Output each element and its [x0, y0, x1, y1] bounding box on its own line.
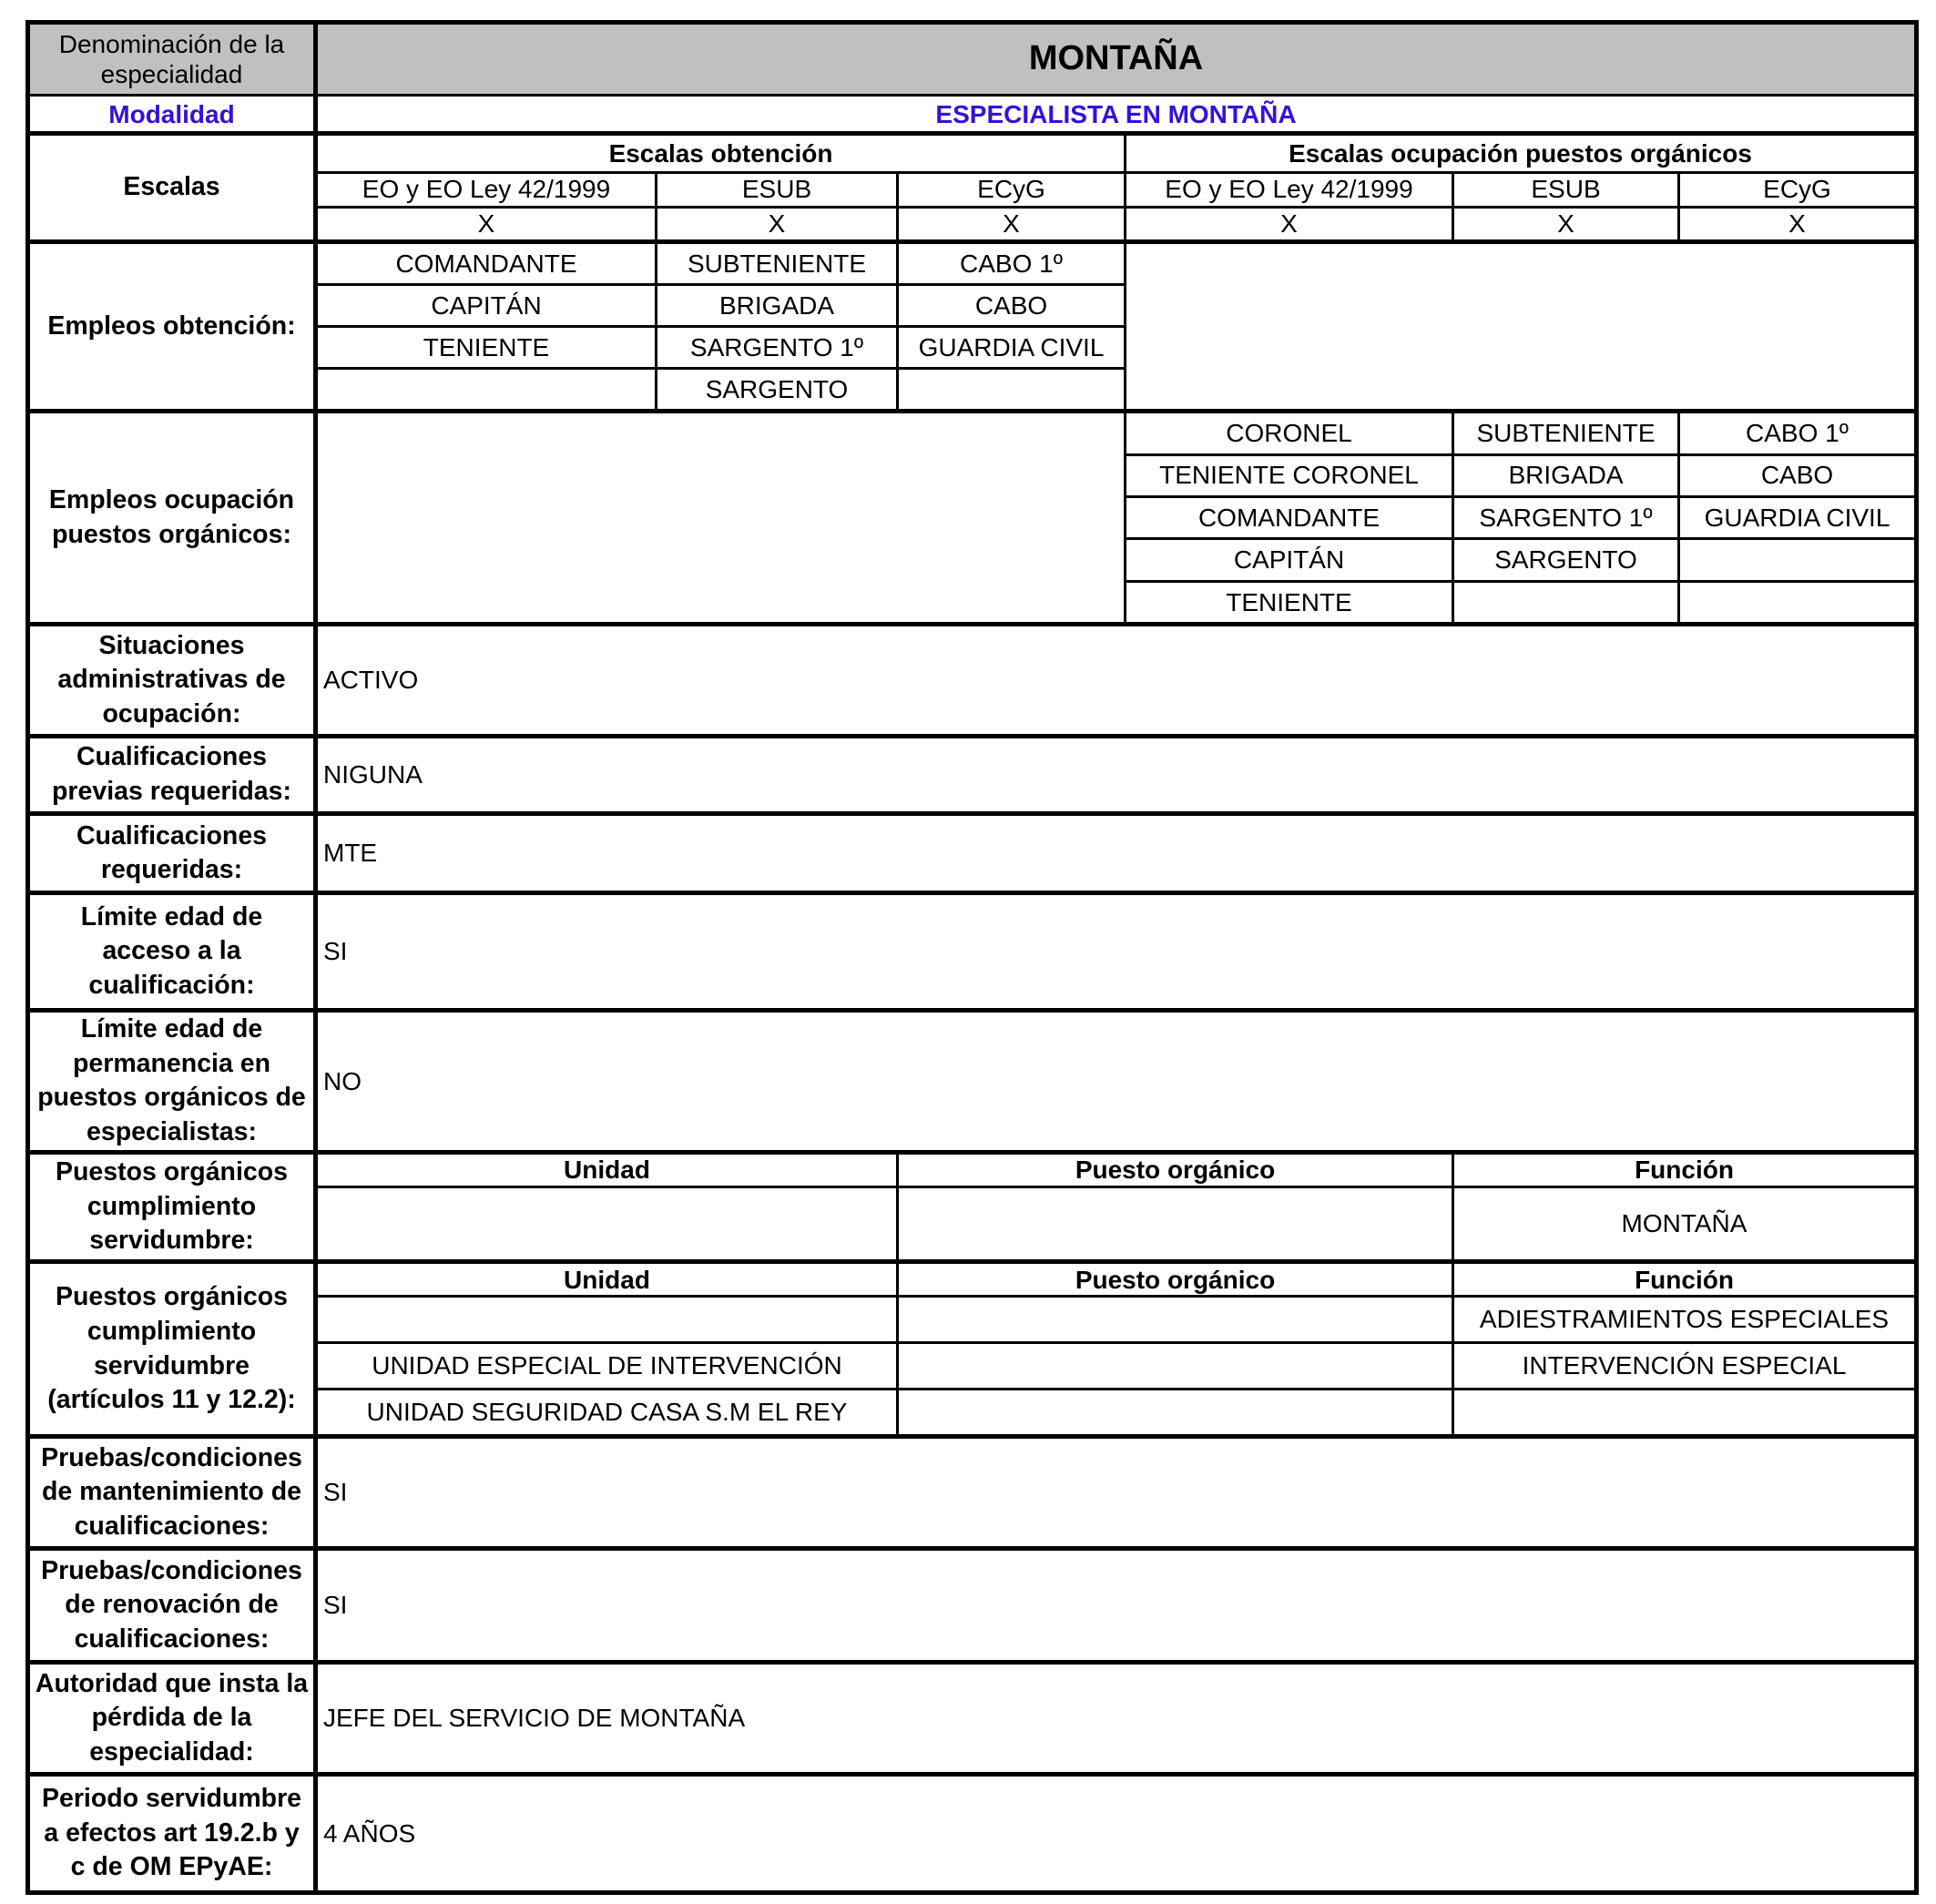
empleo-obtencion-cell: TENIENTE [316, 327, 657, 369]
limite-acceso-label: Límite edad de acceso a la cualificación: [28, 893, 316, 1010]
escala-mark: X [898, 207, 1126, 241]
unidad-header: Unidad [316, 1262, 898, 1297]
empleo-ocupacion-cell: TENIENTE [1126, 582, 1453, 625]
empleo-ocupacion-cell: SARGENTO [1453, 538, 1679, 581]
servidumbre-funcion-cell: MONTAÑA [1453, 1186, 1917, 1261]
empleo-obtencion-cell: CABO 1º [898, 241, 1126, 284]
empleo-ocupacion-cell: BRIGADA [1453, 454, 1679, 496]
cualif-requeridas-label: Cualificaciones requeridas: [28, 814, 316, 893]
empleos-obtencion-label: Empleos obtención: [28, 241, 316, 412]
empleo-obtencion-cell [898, 369, 1126, 412]
empleos-ocupacion-label: Empleos ocupación puestos orgánicos: [28, 412, 316, 625]
servidumbre-puesto-cell [898, 1186, 1453, 1261]
especialidad-title: MONTAÑA [316, 23, 1917, 96]
unidad-header: Unidad [316, 1152, 898, 1186]
limite-acceso-value: SI [316, 893, 1917, 1010]
articulos-puesto-cell [898, 1297, 1453, 1342]
empleo-obtencion-cell: CAPITÁN [316, 284, 657, 326]
puestos-servidumbre-label: Puestos orgánicos cumplimiento servidumbre: [28, 1152, 316, 1261]
empleo-obtencion-cell: COMANDANTE [316, 241, 657, 284]
modalidad-value: ESPECIALISTA EN MONTAÑA [316, 96, 1917, 134]
empleo-ocupacion-cell [1453, 582, 1679, 625]
cualif-previas-label: Cualificaciones previas requeridas: [28, 736, 316, 813]
modalidad-label: Modalidad [28, 96, 316, 134]
servidumbre-unidad-cell [316, 1186, 898, 1261]
empleos-obtencion-blank [1126, 241, 1917, 412]
empleo-obtencion-cell: BRIGADA [657, 284, 898, 326]
escalas-ocupacion-header: Escalas ocupación puestos orgánicos [1126, 134, 1917, 172]
limite-permanencia-label: Límite edad de permanencia en puestos orgánicos de especialistas: [28, 1010, 316, 1152]
periodo-label: Periodo servidumbre a efectos art 19.2.b y c de OM EPyAE: [28, 1775, 316, 1893]
specialty-sheet [25, 20, 1919, 1895]
pruebas-mantenimiento-value: SI [316, 1436, 1917, 1548]
empleo-obtencion-cell: CABO [898, 284, 1126, 326]
pruebas-renovacion-value: SI [316, 1549, 1917, 1662]
cualif-previas-value: NIGUNA [316, 736, 1917, 813]
funcion-header: Función [1453, 1152, 1917, 1186]
funcion-header: Función [1453, 1262, 1917, 1297]
escala-column: EO y EO Ley 42/1999 [316, 172, 657, 207]
situaciones-value: ACTIVO [316, 625, 1917, 736]
pruebas-mantenimiento-label: Pruebas/condiciones de mantenimiento de cualificaciones: [28, 1436, 316, 1548]
cualif-requeridas-value: MTE [316, 814, 1917, 893]
articulos-unidad-cell: UNIDAD SEGURIDAD CASA S.M EL REY [316, 1389, 898, 1436]
empleo-ocupacion-cell: CORONEL [1126, 412, 1453, 454]
escala-mark: X [316, 207, 657, 241]
escala-mark: X [1679, 207, 1917, 241]
articulos-unidad-cell: UNIDAD ESPECIAL DE INTERVENCIÓN [316, 1342, 898, 1389]
empleo-obtencion-cell: SUBTENIENTE [657, 241, 898, 284]
escala-column: ESUB [1453, 172, 1679, 207]
empleo-ocupacion-cell: CAPITÁN [1126, 538, 1453, 581]
periodo-value: 4 AÑOS [316, 1775, 1917, 1893]
empleo-obtencion-cell: SARGENTO [657, 369, 898, 412]
articulos-funcion-cell [1453, 1389, 1917, 1436]
puesto-organico-header: Puesto orgánico [898, 1262, 1453, 1297]
autoridad-value: JEFE DEL SERVICIO DE MONTAÑA [316, 1662, 1917, 1774]
empleo-obtencion-cell: SARGENTO 1º [657, 327, 898, 369]
puestos-articulos-label: Puestos orgánicos cumplimiento servidumbre (artículos 11 y 12.2): [28, 1262, 316, 1437]
escala-mark: X [1453, 207, 1679, 241]
articulos-puesto-cell [898, 1389, 1453, 1436]
limite-permanencia-value: NO [316, 1010, 1917, 1152]
articulos-funcion-cell: INTERVENCIÓN ESPECIAL [1453, 1342, 1917, 1389]
escala-column: ECyG [1679, 172, 1917, 207]
empleo-ocupacion-cell: SARGENTO 1º [1453, 496, 1679, 538]
puesto-organico-header: Puesto orgánico [898, 1152, 1453, 1186]
escala-column: ESUB [657, 172, 898, 207]
especialidad-label: Denominación de la especialidad [28, 23, 316, 96]
pruebas-renovacion-label: Pruebas/condiciones de renovación de cualificaciones: [28, 1549, 316, 1662]
empleos-ocupacion-blank [316, 412, 1126, 625]
empleo-ocupacion-cell: CABO 1º [1679, 412, 1917, 454]
empleo-ocupacion-cell: CABO [1679, 454, 1917, 496]
empleo-ocupacion-cell: GUARDIA CIVIL [1679, 496, 1917, 538]
escalas-obtencion-header: Escalas obtención [316, 134, 1126, 172]
autoridad-label: Autoridad que insta la pérdida de la especialidad: [28, 1662, 316, 1774]
empleo-ocupacion-cell: COMANDANTE [1126, 496, 1453, 538]
situaciones-label: Situaciones administrativas de ocupación: [28, 625, 316, 736]
escala-mark: X [657, 207, 898, 241]
empleo-ocupacion-cell [1679, 582, 1917, 625]
escala-mark: X [1126, 207, 1453, 241]
empleo-ocupacion-cell: SUBTENIENTE [1453, 412, 1679, 454]
escalas-label: Escalas [28, 134, 316, 241]
escala-column: ECyG [898, 172, 1126, 207]
escala-column: EO y EO Ley 42/1999 [1126, 172, 1453, 207]
articulos-puesto-cell [898, 1342, 1453, 1389]
articulos-unidad-cell [316, 1297, 898, 1342]
articulos-funcion-cell: ADIESTRAMIENTOS ESPECIALES [1453, 1297, 1917, 1342]
empleo-obtencion-cell: GUARDIA CIVIL [898, 327, 1126, 369]
empleo-ocupacion-cell [1679, 538, 1917, 581]
empleo-obtencion-cell [316, 369, 657, 412]
empleo-ocupacion-cell: TENIENTE CORONEL [1126, 454, 1453, 496]
